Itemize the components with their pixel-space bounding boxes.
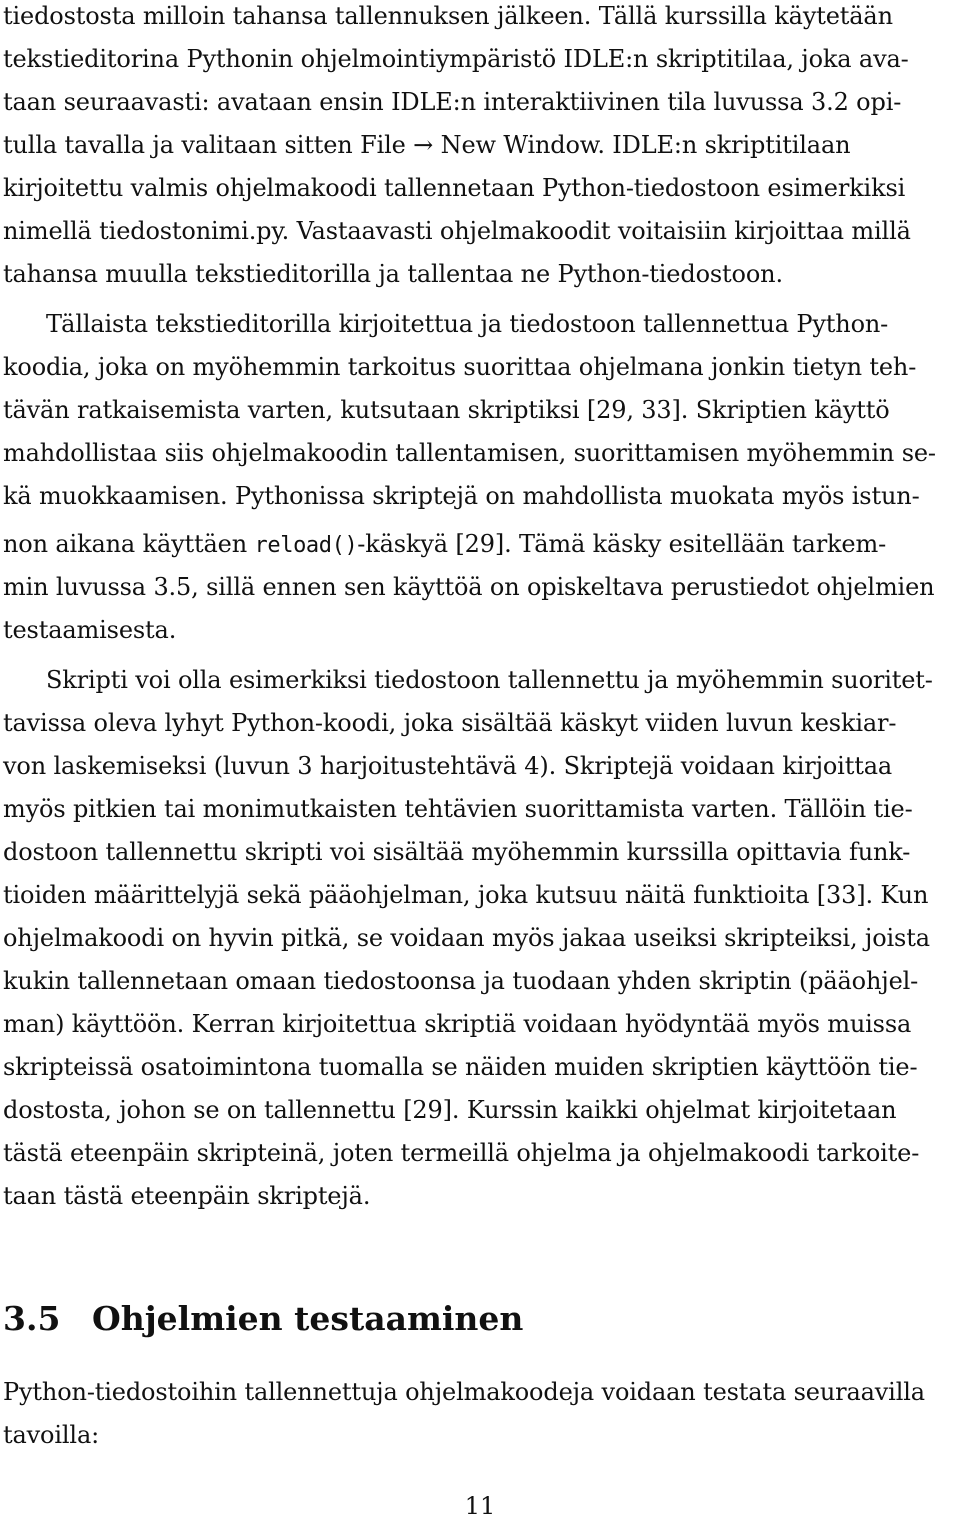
paragraph-line: Skripti voi olla esimerkiksi tiedostoon tallennettu ja myöhemmin suoritet- <box>46 666 933 694</box>
paragraph-line: tävän ratkaisemista varten, kutsutaan skriptiksi [29, 33]. Skriptien käyttö <box>3 396 890 424</box>
paragraph-line: dostosta, johon se on tallennettu [29]. Kurssin kaikki ohjelmat kirjoitetaan <box>3 1096 897 1124</box>
paragraph-line: tahansa muulla tekstieditorilla ja tallentaa ne Python-tiedostoon. <box>3 260 783 288</box>
paragraph-line: Tällaista tekstieditorilla kirjoitettua ja tiedostoon tallennettua Python- <box>46 310 889 338</box>
section-number: 3.5 <box>3 1299 61 1338</box>
paragraph-line: tavissa oleva lyhyt Python-koodi, joka sisältää käskyt viiden luvun keskiar- <box>3 709 897 737</box>
page-number: 11 <box>464 1492 496 1520</box>
paragraph-line: kukin tallennetaan omaan tiedostoonsa ja tuodaan yhden skriptin (pääohjel- <box>3 967 919 995</box>
paragraph-line: tekstieditorina Pythonin ohjelmointiympäristö IDLE:n skriptitilaa, joka ava- <box>3 45 909 73</box>
paragraph-line: min luvussa 3.5, sillä ennen sen käyttöä on opiskeltava perustiedot ohjelmien <box>3 573 935 601</box>
paragraph-line: testaamisesta. <box>3 616 177 644</box>
paragraph-line: von laskemiseksi (luvun 3 harjoitustehtävä 4). Skriptejä voidaan kirjoittaa <box>3 752 893 780</box>
paragraph-line: skripteissä osatoimintona tuomalla se näiden muiden skriptien käyttöön tie- <box>3 1053 918 1081</box>
paragraph-line: tioiden määrittelyjä sekä pääohjelman, joka kutsuu näitä funktioita [33]. Kun <box>3 881 929 909</box>
paragraph-line: tiedostosta milloin tahansa tallennuksen jälkeen. Tällä kurssilla käytetään <box>3 2 893 30</box>
paragraph-line: tavoilla: <box>3 1421 100 1449</box>
paragraph-line: kä muokkaamisen. Pythonissa skriptejä on mahdollista muokata myös istun- <box>3 482 920 510</box>
paragraph-line: mahdollistaa siis ohjelmakoodin tallentamisen, suorittamisen myöhemmin se- <box>3 439 936 467</box>
inline-code-reload: reload() <box>254 533 358 558</box>
paragraph-line: Python-tiedostoihin tallennettuja ohjelmakoodeja voidaan testata seuraavilla <box>3 1378 925 1406</box>
paragraph-line: taan seuraavasti: avataan ensin IDLE:n interaktiivinen tila luvussa 3.2 opi- <box>3 88 902 116</box>
paragraph-line: myös pitkien tai monimutkaisten tehtävien suorittamista varten. Tällöin tie- <box>3 795 913 823</box>
paragraph-line <box>3 530 886 560</box>
paragraph-line: nimellä tiedostonimi.py. Vastaavasti ohjelmakoodit voitaisiin kirjoittaa millä <box>3 217 911 245</box>
paragraph-line: kirjoitettu valmis ohjelmakoodi tallennetaan Python-tiedostoon esimerkiksi <box>3 174 906 202</box>
section-title: Ohjelmien testaaminen <box>92 1299 524 1338</box>
paragraph-line: tulla tavalla ja valitaan sitten File → New Window. IDLE:n skriptitilaan <box>3 131 851 159</box>
paragraph-line: koodia, joka on myöhemmin tarkoitus suorittaa ohjelmana jonkin tietyn teh- <box>3 353 917 381</box>
paragraph-line: taan tästä eteenpäin skriptejä. <box>3 1182 371 1210</box>
paragraph-line: man) käyttöön. Kerran kirjoitettua skriptiä voidaan hyödyntää myös muissa <box>3 1010 912 1038</box>
line-text: -käskyä [29]. Tämä käsky esitellään tarkem- <box>357 530 887 558</box>
paragraph-line: ohjelmakoodi on hyvin pitkä, se voidaan myös jakaa useiksi skripteiksi, joista <box>3 924 930 952</box>
paragraph-line: tästä eteenpäin skripteinä, joten termeillä ohjelma ja ohjelmakoodi tarkoite- <box>3 1139 920 1167</box>
line-text: non aikana käyttäen <box>3 530 255 558</box>
paragraph-line: dostoon tallennettu skripti voi sisältää myöhemmin kurssilla opittavia funk- <box>3 838 911 866</box>
